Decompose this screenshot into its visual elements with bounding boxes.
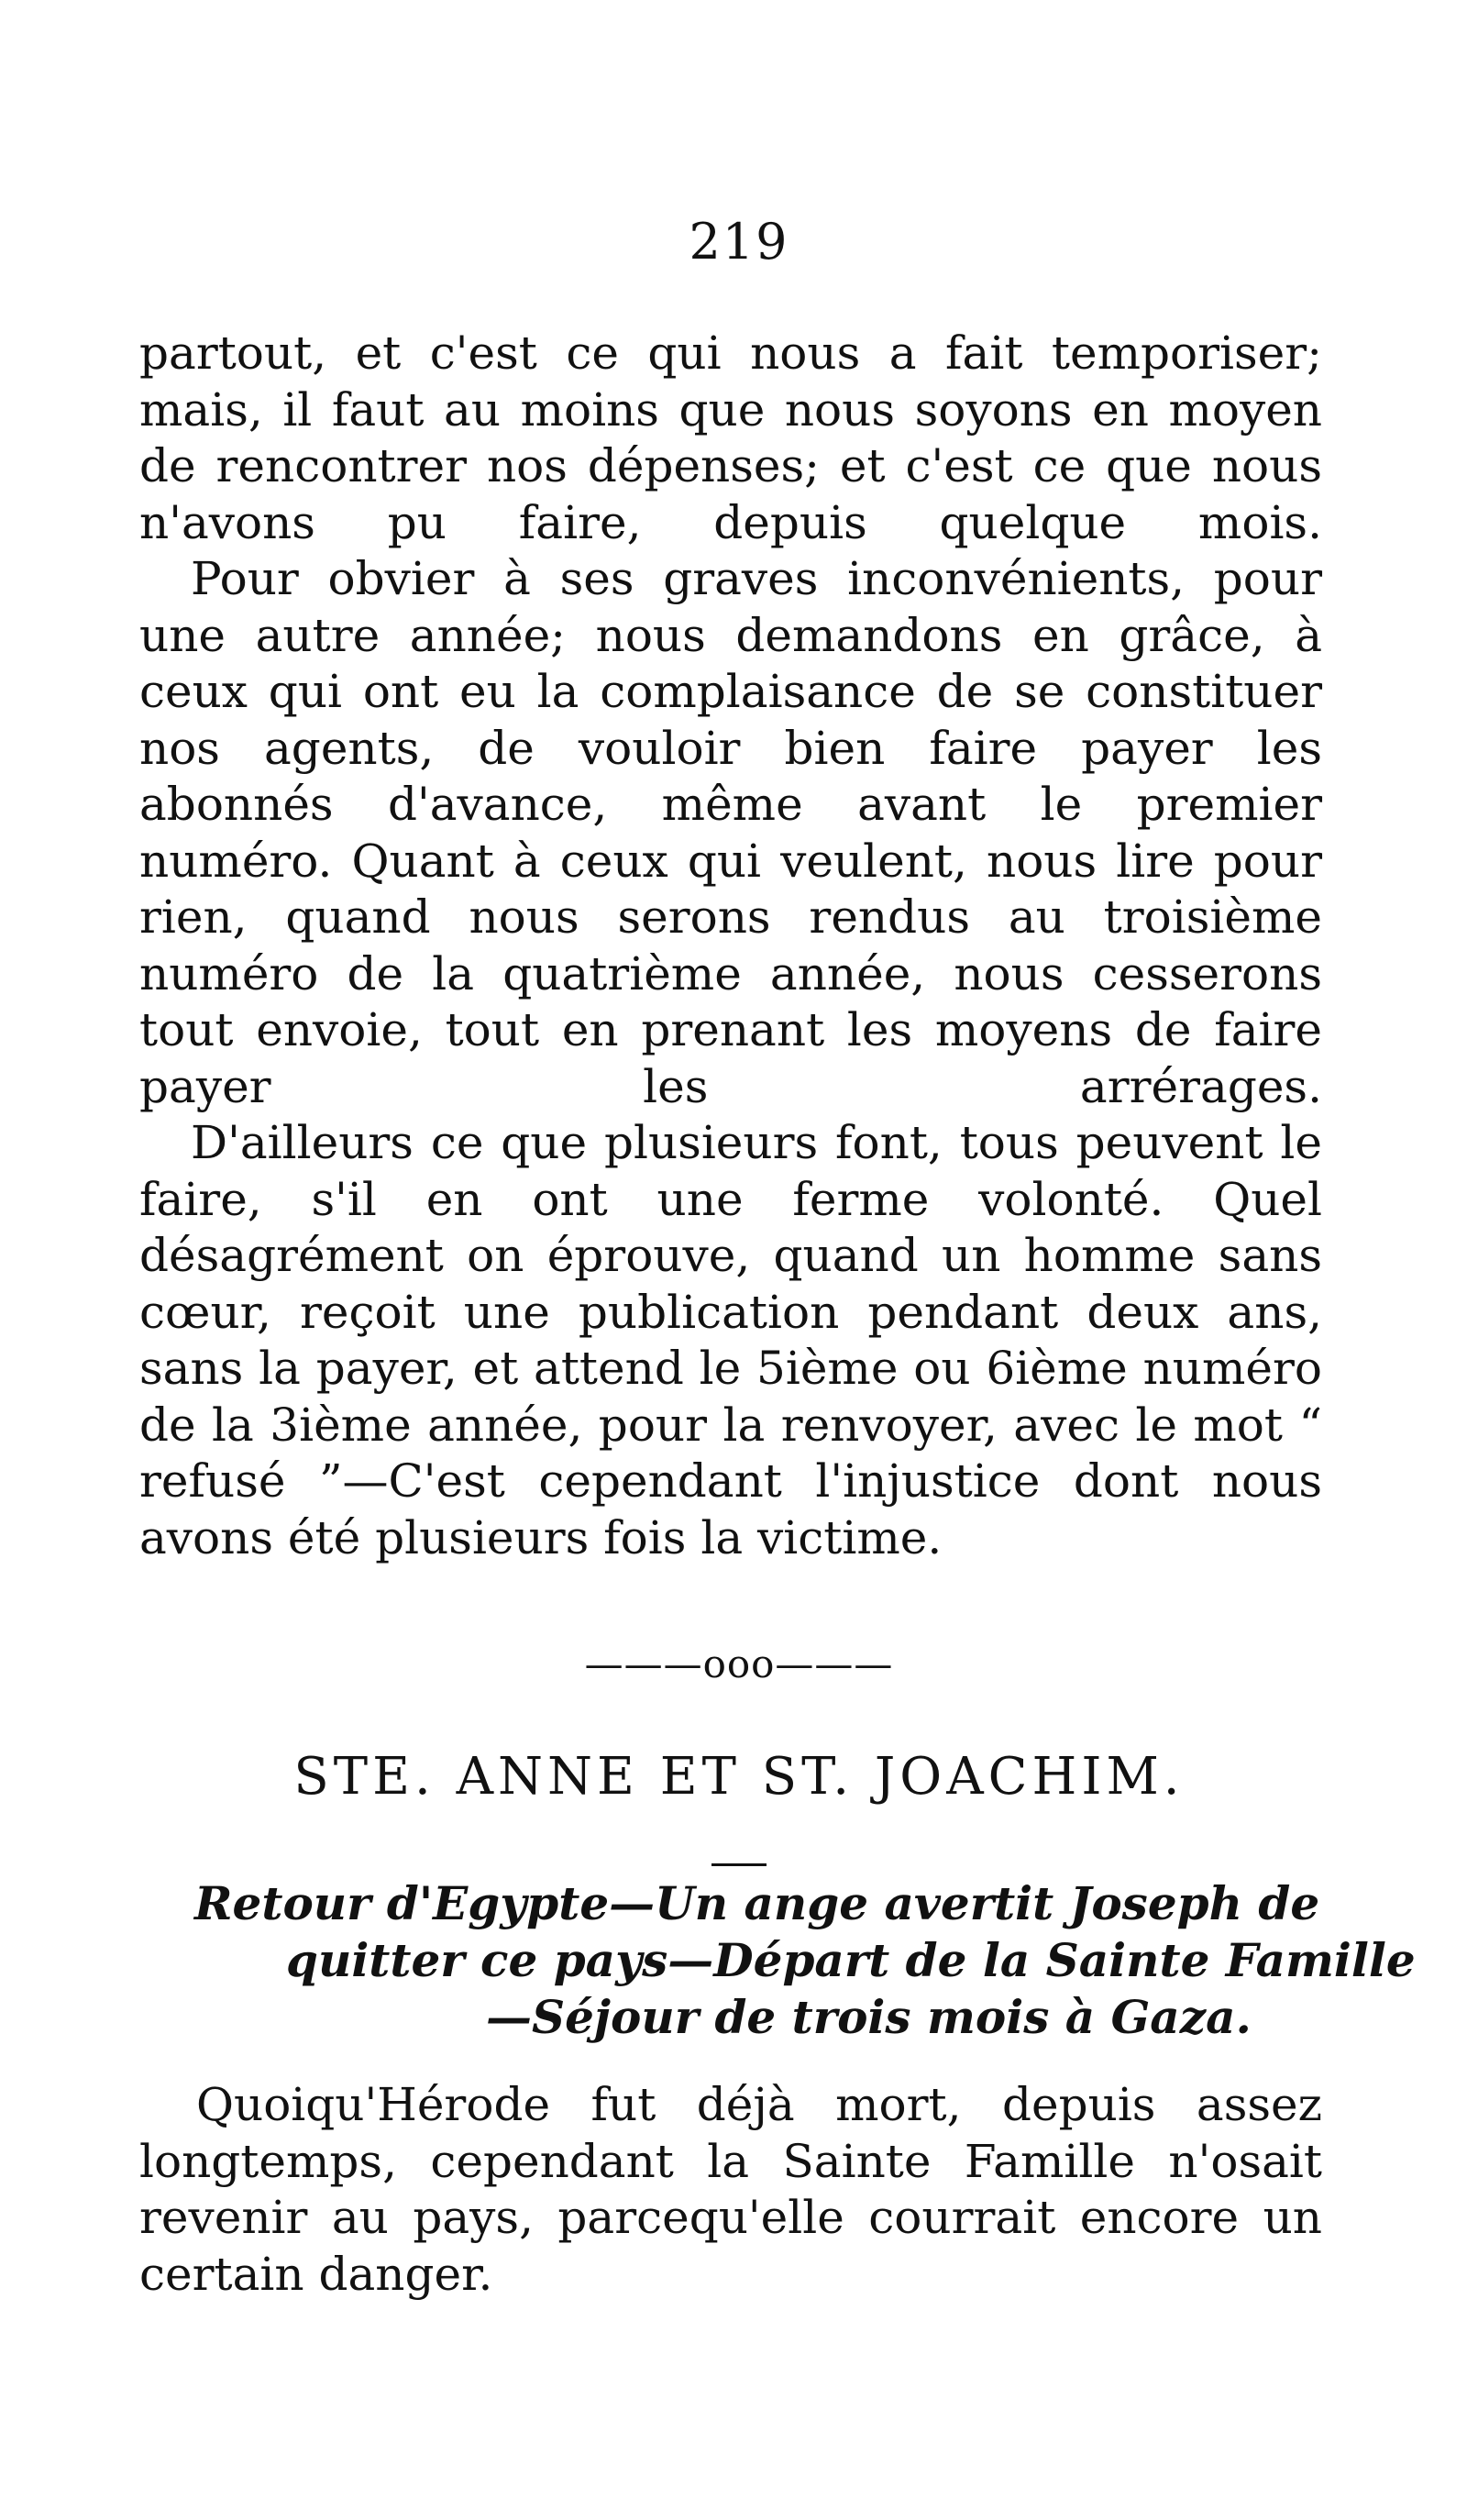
title-rule bbox=[711, 1863, 767, 1866]
chapter-summary bbox=[183, 1875, 1416, 2046]
paragraph-2: Pour obvier à ses graves inconvénients, pour une autre année; nous demandons en grâce, à ceux qui ont eu la complaisance de se constituer nos agents, de vouloir bien faire payer les abonnés d'avance, même avant le premier numéro. Quant à ceux qui veulent, nous lire pour rien, quand nous serons rendus au troisième numéro de la quatrième année, nous cesserons tout envoie, tout en prenant les moyens de faire payer les arrérages. bbox=[139, 552, 1322, 1113]
body-text-bottom bbox=[139, 2077, 1322, 2303]
paragraph-4: Quoiqu'Hérode fut déjà mort, depuis assez longtemps, cependant la Sainte Famille n'osait revenir au pays, parcequ'elle courrait encore un certain danger. bbox=[139, 2078, 1322, 2301]
paragraph-1: partout, et c'est ce qui nous a fait temporiser; mais, il faut au moins que nous soyons en moyen de rencontrer nos dépenses; et c'est ce que nous n'avons pu faire, depuis quelque mois. bbox=[139, 326, 1322, 549]
summary-line: —Séjour de trois mois à Gaza. bbox=[486, 1990, 1252, 2044]
summary-line: Retour d'Egypte—Un ange avertit Joseph de bbox=[194, 1876, 1320, 1930]
paragraph-3: D'ailleurs ce que plusieurs font, tous peuvent le faire, s'il en ont une ferme volonté. Quel désagrément on éprouve, quand un homme sans cœur, reçoit une publication pendant deux ans, sans la payer, et attend le 5ième ou 6ième numéro de la 3ième année, pour la renvoyer, avec le mot “ refusé ”—C'est cependant l'injustice dont nous avons été plusieurs fois la victime. bbox=[139, 1116, 1322, 1564]
page-number: 219 bbox=[689, 213, 789, 271]
section-divider: ———ooo——— bbox=[584, 1641, 894, 1686]
summary-line: quitter ce pays—Départ de la Sainte Famille bbox=[286, 1933, 1416, 1987]
section-title: STE. ANNE ET ST. JOACHIM. bbox=[293, 1747, 1185, 1807]
body-text-top bbox=[139, 326, 1322, 1566]
